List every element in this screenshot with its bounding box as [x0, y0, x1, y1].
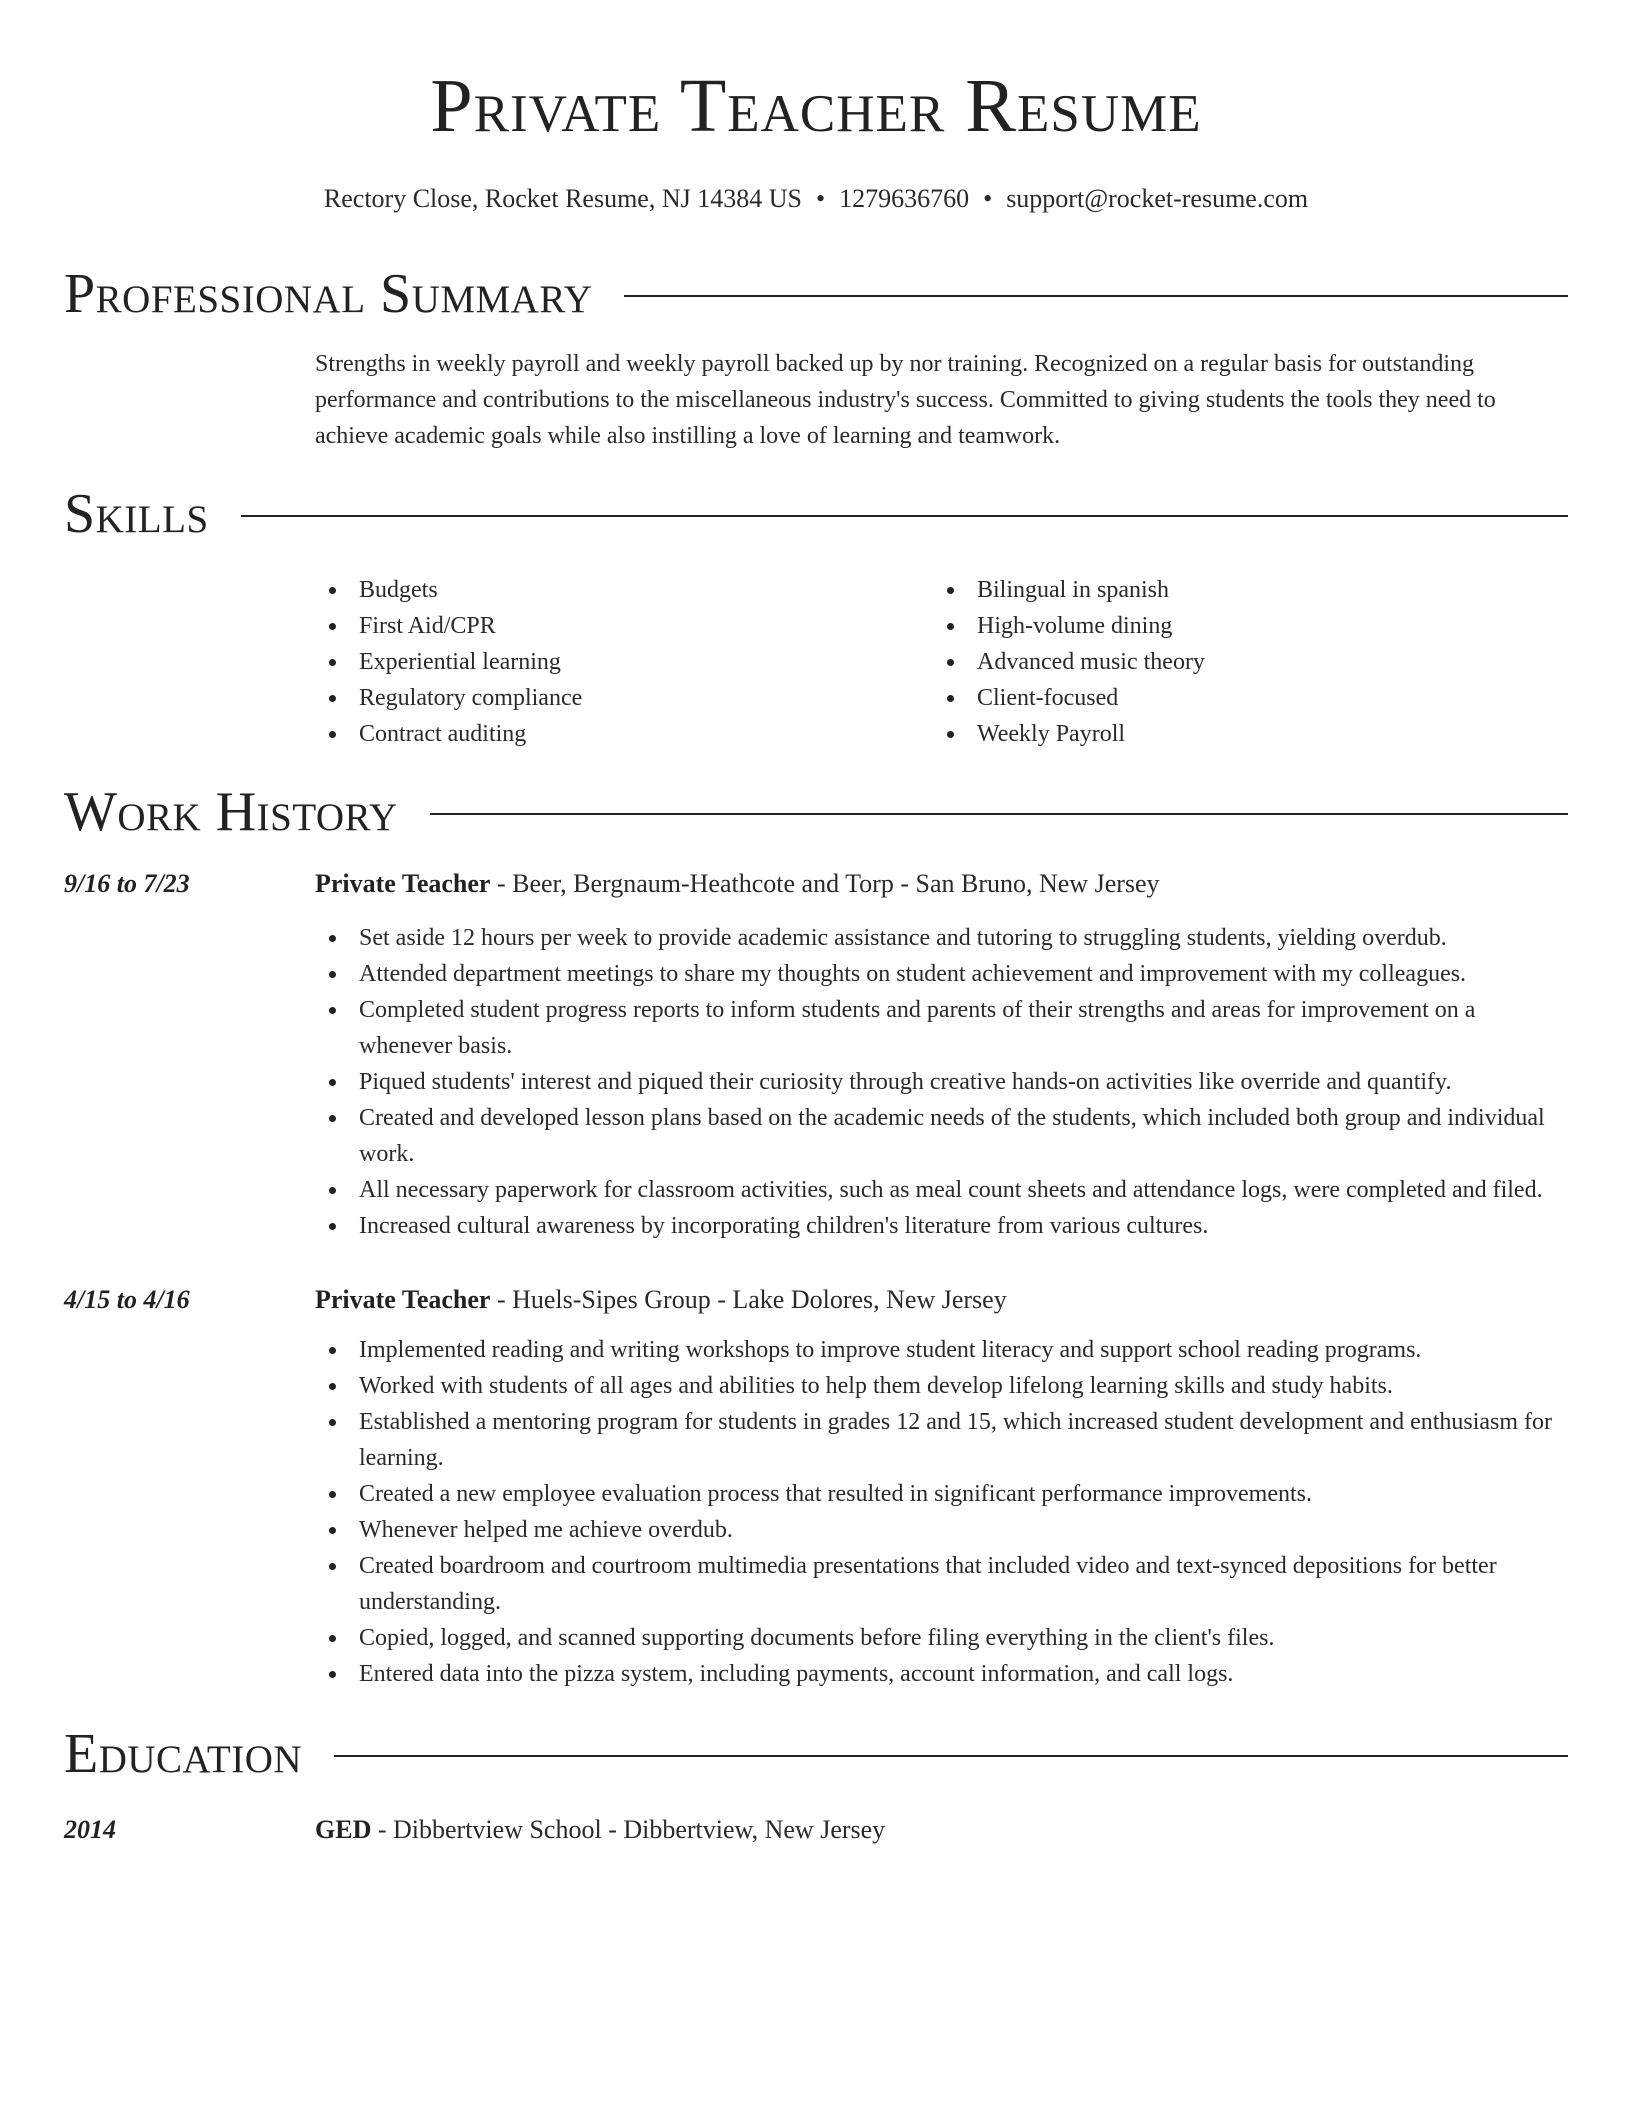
job-bullets	[315, 1332, 1568, 1692]
skill-item: Advanced music theory	[933, 644, 1551, 680]
skill-item: Contract auditing	[315, 716, 933, 752]
skill-item: Bilingual in spanish	[933, 572, 1551, 608]
skills-column-left	[315, 572, 933, 752]
job-bullet: Created boardroom and courtroom multimedia presentations that included video and text-synced depositions for better understanding.	[315, 1548, 1568, 1620]
summary-heading: Professional Summary	[64, 263, 593, 325]
job-bullet: Set aside 12 hours per week to provide academic assistance and tutoring to struggling students, yielding overdub.	[315, 920, 1568, 956]
job-title: Private Teacher	[315, 869, 491, 898]
resume-title: Private Teacher Resume	[430, 64, 1202, 148]
job-bullet: Increased cultural awareness by incorporating children's literature from various cultures.	[315, 1208, 1568, 1244]
skill-item: Budgets	[315, 572, 933, 608]
skill-item: Experiential learning	[315, 644, 933, 680]
job-entry	[64, 866, 1568, 1244]
separator: •	[983, 184, 993, 213]
job-bullet: Attended department meetings to share my thoughts on student achievement and improvement with my colleagues.	[315, 956, 1568, 992]
job-bullet: Copied, logged, and scanned supporting documents before filing everything in the client's files.	[315, 1620, 1568, 1656]
job-bullet: Entered data into the pizza system, including payments, account information, and call logs.	[315, 1656, 1568, 1692]
job-bullet: Whenever helped me achieve overdub.	[315, 1512, 1568, 1548]
job-title: Private Teacher	[315, 1285, 491, 1314]
job-title-line	[315, 866, 1160, 902]
skill-item: Regulatory compliance	[315, 680, 933, 716]
education-heading: Education	[64, 1723, 303, 1785]
work-section-header	[64, 780, 1568, 844]
education-year: 2014	[64, 1815, 116, 1844]
education-line	[315, 1812, 885, 1848]
section-divider	[430, 813, 1568, 815]
skills-list	[315, 572, 1568, 752]
email: support@rocket-resume.com	[1006, 184, 1309, 213]
education-entry	[64, 1812, 1568, 1848]
section-divider	[624, 295, 1568, 297]
job-bullet: Created and developed lesson plans based on the academic needs of the students, which included both group and individual work.	[315, 1100, 1568, 1172]
separator: •	[815, 184, 826, 213]
summary-section-header	[64, 262, 1568, 326]
job-entry	[64, 1282, 1568, 1692]
education-section-header	[64, 1722, 1568, 1786]
job-bullet: Completed student progress reports to inform students and parents of their strengths and areas for improvement on a whenever basis.	[315, 992, 1568, 1064]
job-bullet: All necessary paperwork for classroom activities, such as meal count sheets and attendance logs, were completed and filed.	[315, 1172, 1568, 1208]
skills-section-header	[64, 482, 1568, 546]
skills-heading: Skills	[64, 483, 209, 545]
job-bullet: Created a new employee evaluation process that resulted in significant performance improvements.	[315, 1476, 1568, 1512]
job-title-line	[315, 1282, 1007, 1318]
skills-column-right	[933, 572, 1551, 752]
phone: 1279636760	[839, 184, 970, 213]
skill-item: First Aid/CPR	[315, 608, 933, 644]
summary-text: Strengths in weekly payroll and weekly payroll backed up by nor training. Recognized on a regular basis for outstanding performance and contributions to the miscellaneous industry's success. Committed to giving students the tools they need to achieve academic goals while also instilling a love of learning and teamwork.	[315, 351, 1496, 449]
job-bullet: Worked with students of all ages and abilities to help them develop lifelong learning skills and study habits.	[315, 1368, 1568, 1404]
skill-item: Client-focused	[933, 680, 1551, 716]
job-bullet: Established a mentoring program for students in grades 12 and 15, which increased student development and enthusiasm for learning.	[315, 1404, 1568, 1476]
section-divider	[241, 515, 1568, 517]
section-divider	[334, 1755, 1568, 1757]
job-bullet: Piqued students' interest and piqued their curiosity through creative hands-on activities like override and quantify.	[315, 1064, 1568, 1100]
job-employer: - Huels-Sipes Group - Lake Dolores, New Jersey	[490, 1285, 1007, 1314]
education-school: - Dibbertview School - Dibbertview, New Jersey	[371, 1815, 886, 1844]
address: Rectory Close, Rocket Resume, NJ 14384 US	[323, 184, 802, 213]
work-heading: Work History	[64, 781, 398, 843]
job-dates: 4/15 to 4/16	[64, 1285, 190, 1314]
job-employer: - Beer, Bergnaum-Heathcote and Torp - San Bruno, New Jersey	[490, 869, 1160, 898]
contact-line	[64, 182, 1568, 216]
skill-item: High-volume dining	[933, 608, 1551, 644]
job-bullets	[315, 920, 1568, 1244]
job-dates: 9/16 to 7/23	[64, 869, 190, 898]
job-header	[64, 866, 1568, 902]
job-header	[64, 1282, 1568, 1318]
job-bullet: Implemented reading and writing workshops to improve student literacy and support school reading programs.	[315, 1332, 1568, 1368]
education-degree: GED	[315, 1815, 372, 1844]
skill-item: Weekly Payroll	[933, 716, 1551, 752]
